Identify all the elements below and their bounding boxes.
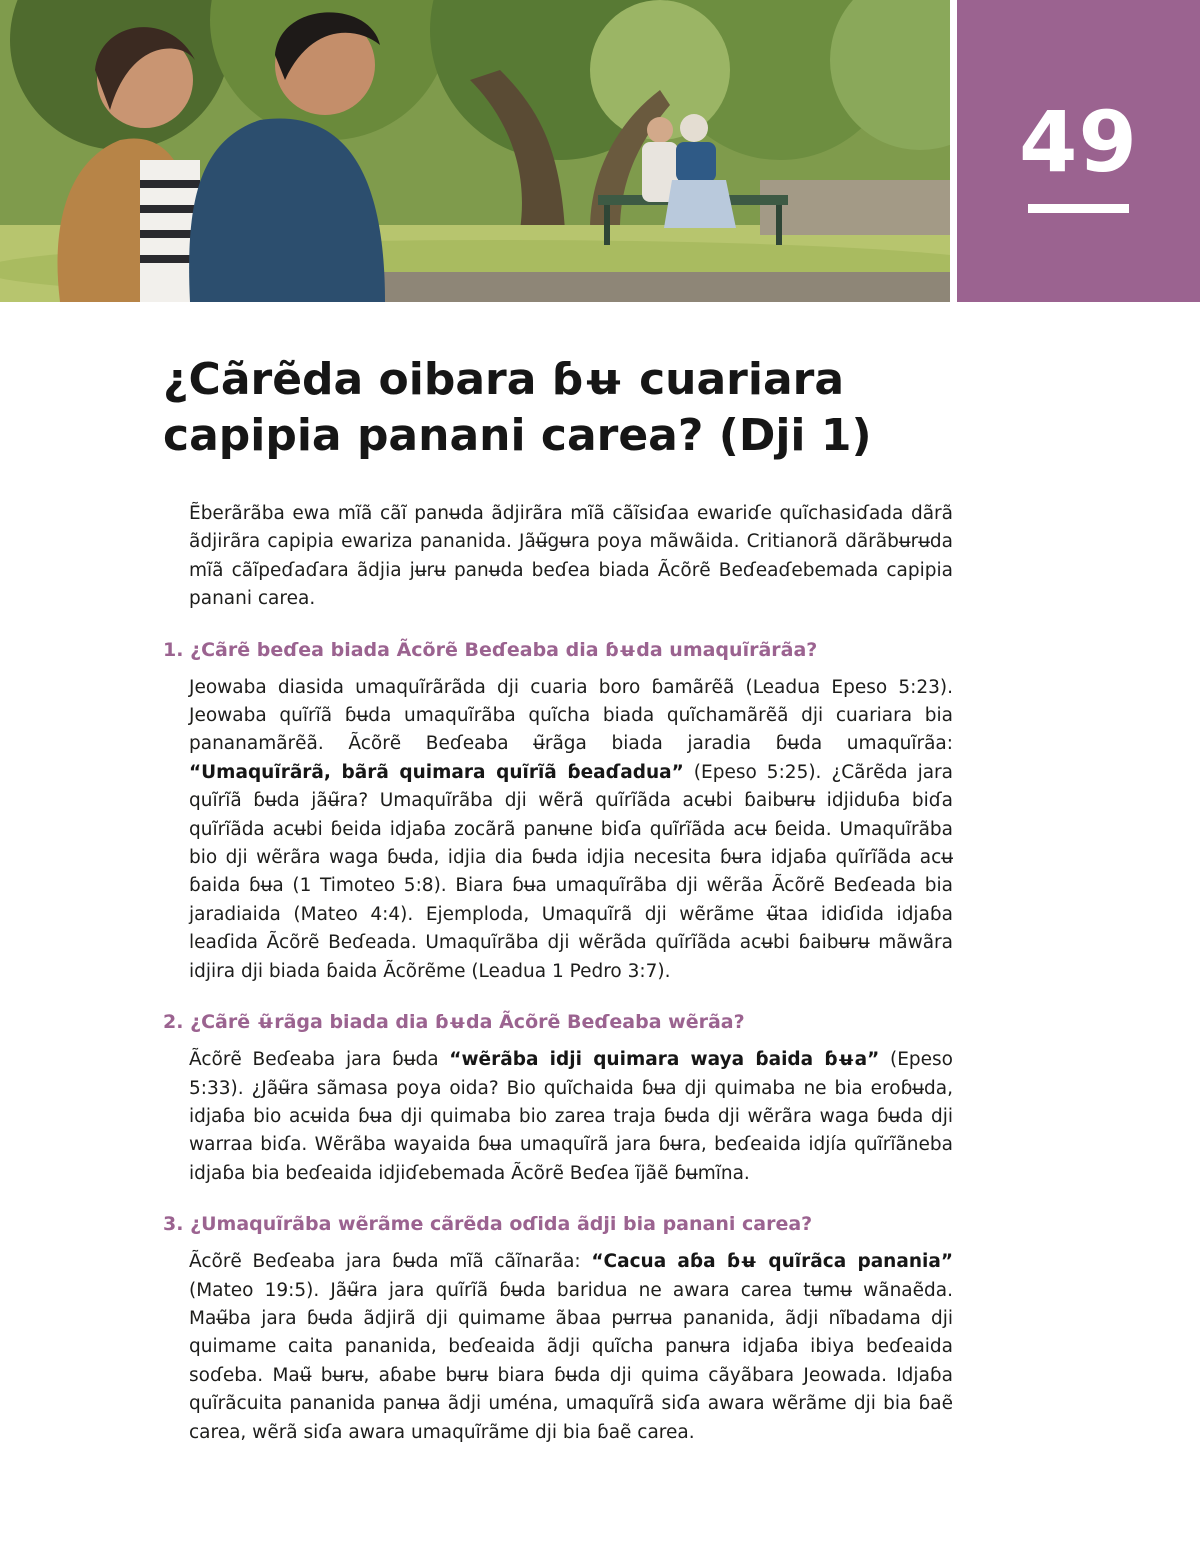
- question-text: ¿Umaquĩrãba wẽrãme cãrẽda oɗida ãdji bia panani carea?: [190, 1213, 813, 1236]
- lesson-content: [163, 500, 953, 1447]
- question-number: 3.: [163, 1213, 184, 1236]
- section-3: [163, 1210, 953, 1447]
- lesson-number-underline: [1028, 204, 1129, 213]
- scripture-quote: “wẽrãba idji quimara waya ɓaida ɓʉa”: [449, 1049, 880, 1071]
- answer-text-rest: (Epeso 5:33). ¿Jãʉ̃ra sãmasa poya oida? Bio quĩchaida ɓʉa dji quimaba ne bia eroɓʉda, idjaɓa bio acʉida ɓʉa dji quimaba bio zarea traja ɓʉda dji wẽrãra waga ɓʉda dji warraa biɗa. Wẽrãba wayaida ɓʉa umaquĩrã jara ɓʉra, beɗeaida idjía quĩrĩãneba idjaɓa bia beɗeaida idjiɗebemada Ãcõrẽ Beɗea ĩjãẽ ɓʉmĩna.: [189, 1049, 954, 1184]
- answer-text: Ãcõrẽ Beɗeaba jara ɓʉda mĩã cãĩnarãa:: [189, 1251, 592, 1273]
- question-heading: [163, 1008, 953, 1036]
- lesson-badge: [957, 0, 1200, 302]
- hero-photo: [0, 0, 950, 302]
- scripture-quote: “Cacua aɓa ɓʉ quĩrãca panania”: [591, 1251, 953, 1273]
- question-number: 2.: [163, 1011, 184, 1034]
- answer-paragraph: [189, 674, 953, 986]
- page-title: [163, 352, 1043, 464]
- question-heading: [163, 1210, 953, 1238]
- intro-paragraph: Ẽberãrãba ewa mĩã cãĩ panʉda ãdjirãra mĩã cãĩsiɗaa ewariɗe quĩchasiɗada dãrã ãdjirãra capipia ewariza pananida. Jãʉ̃gʉra poya mãwãida. Critianorã dãrãbʉrʉda mĩã cãĩpeɗaɗara ãdjia jʉrʉ panʉda beɗea biada Ãcõrẽ Beɗeaɗebemada capipia panani carea.: [189, 503, 953, 610]
- title-line-2: capipia panani carea? (Dji 1): [163, 410, 872, 461]
- scripture-quote: “Umaquĩrãrã, bãrã quimara quĩrĩã ɓeaɗadua”: [189, 761, 684, 783]
- answer-text: Ãcõrẽ Beɗeaba jara ɓʉda: [189, 1049, 450, 1071]
- answer-text-rest: (Epeso 5:25). ¿Cãrẽda jara quĩrĩã ɓʉda jãʉ̃ra? Umaquĩrãba dji wẽrã quĩrĩãda acʉbi ɓaibʉrʉ idjiduɓa biɗa quĩrĩãda acʉbi ɓeida idjaɓa zocãrã panʉne biɗa quĩrĩãda acʉ ɓeida. Umaquĩrãba bio dji wẽrãra waga ɓʉda, idjia dia ɓʉda idjia necesita ɓʉra idjaɓa quĩrĩãda acʉ ɓaida ɓʉa (1 Timoteo 5:8). Biara ɓʉa umaquĩrãba dji wẽrãa Ãcõrẽ Beɗeada bia jaradiaida (Mateo 4:4). Ejemploda, Umaquĩrã dji wẽrãme ʉ̃taa idiɗida idjaɓa leaɗida Ãcõrẽ Beɗeada. Umaquĩrãba dji wẽrãda quĩrĩãda acʉbi ɓaibʉrʉ mãwãra idjira dji biada ɓaida Ãcõrẽme (Leadua 1 Pedro 3:7).: [189, 761, 954, 982]
- section-2: [163, 1008, 953, 1188]
- answer-text: Jeowaba diasida umaquĩrãrãda dji cuaria boro ɓamãrẽã (Leadua Epeso 5:23). Jeowaba quĩrĩã ɓʉda umaquĩrãba quĩcha biada quĩchamãrẽã dji cuariara bia pananamãrẽã. Ãcõrẽ Beɗeaba ʉ̃rãga biada jaradia ɓʉda umaquĩrãa:: [189, 676, 953, 755]
- answer-paragraph: [189, 1046, 953, 1188]
- question-text: ¿Cãrẽ beɗea biada Ãcõrẽ Beɗeaba dia ɓʉda umaquĩrãrãa?: [190, 638, 818, 661]
- hero-illustration: [0, 0, 950, 302]
- lesson-number: 49: [1019, 93, 1138, 191]
- answer-paragraph: [189, 1248, 953, 1447]
- title-line-1: ¿Cãrẽda oibara ɓʉ cuariara: [163, 354, 845, 405]
- section-1: [163, 636, 953, 986]
- question-number: 1.: [163, 638, 184, 661]
- answer-text-rest: (Mateo 19:5). Jãʉ̃ra jara quĩrĩã ɓʉda baridua ne awara carea tʉmʉ wãnaẽda. Maʉ̃ba jara ɓʉda ãdjirã dji quimame ãbaa pʉrrʉa pananida, ãdji nĩbadama dji quimame caita pananida, beɗeaida ãdji quĩcha panʉra idjaɓa ibiya beɗeaida soɗeba. Maʉ̃ bʉrʉ, aɓabe bʉrʉ biara ɓʉda dji quima cãyãbara Jeowada. Idjaɓa quĩrãcuita pananida panʉa ãdji uména, umaquĩrã siɗa awara wẽrãme dji bia ɓaẽ carea, wẽrã siɗa awara umaquĩrãme dji bia ɓaẽ carea.: [189, 1279, 953, 1443]
- question-text: ¿Cãrẽ ʉ̃rãga biada dia ɓʉda Ãcõrẽ Beɗeaba wẽrãa?: [190, 1011, 745, 1034]
- question-heading: [163, 636, 953, 664]
